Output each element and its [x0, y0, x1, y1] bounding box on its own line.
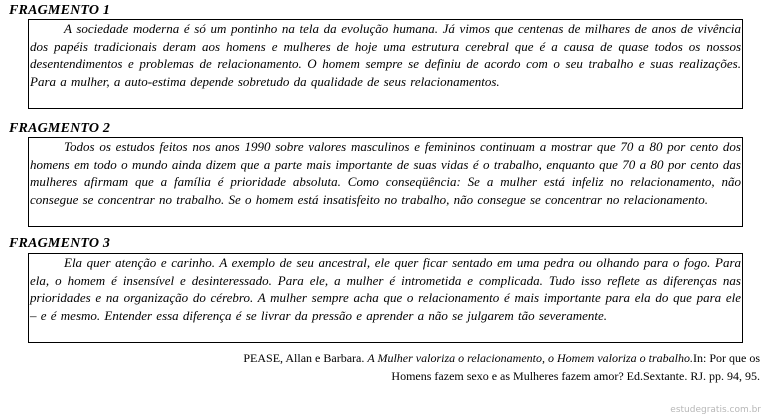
fragment-3-text: Ela quer atenção e carinho. A exemplo de seu ancestral, ele quer ficar sentado em uma pedra ou olhando para o fogo. Para ela, o homem é insensível e desinteressado. Para ele, a mulher é intrometida e complicada. Tudo isso reflete as diferenças nas prioridades e na organização do cérebro. A mulher sempre acha que o relacionamento é mais importante para ela do que para ele – e é mesmo. Entender essa diferença é se livrar da pressão e aprender a não se julgarem tão severamente.	[28, 253, 743, 343]
watermark: estudegratis.com.br	[670, 405, 761, 415]
fragment-2-title: FRAGMENTO 2	[9, 121, 111, 136]
bibliographic-reference	[180, 349, 760, 385]
fragment-3-title: FRAGMENTO 3	[9, 236, 111, 251]
fragment-2-text: Todos os estudos feitos nos anos 1990 sobre valores masculinos e femininos continuam a mostrar que 70 a 80 por cento dos homens em todo o mundo ainda dizem que a parte mais importante de suas vidas é o trabalho, enquanto que 70 a 80 por cento das mulheres afirmam que a família é prioridade absoluta. Como conseqüência: Se a mulher está infeliz no relacionamento, não consegue se concentrar no trabalho. Se o homem está insatisfeito no trabalho, não consegue se concentrar no relacionamento.	[28, 137, 743, 227]
reference-publisher: Ed.Sextante. RJ. pp. 94, 95.	[623, 369, 760, 383]
reference-in-prefix: In: Por que os	[693, 351, 760, 365]
fragment-1-text: A sociedade moderna é só um pontinho na tela da evolução humana. Já vimos que centenas de milhares de anos de vivência dos papéis tradicionais deram aos homens e mulheres de hoje uma estrutura cerebral que é a causa de quase todos os nossos desentendimentos e problemas de relacionamento. O homem sempre se definiu de acordo com o seu trabalho e suas realizações. Para a mulher, a auto-estima depende sobretudo da qualidade de seus relacionamentos.	[28, 19, 743, 109]
reference-book-title: A Mulher valoriza o relacionamento, o Homem valoriza o trabalho.	[367, 351, 693, 365]
fragment-1-title: FRAGMENTO 1	[9, 3, 111, 18]
reference-in-title: Homens fazem sexo e as Mulheres fazem amor?	[391, 369, 624, 383]
reference-authors: PEASE, Allan e Barbara.	[243, 351, 368, 365]
